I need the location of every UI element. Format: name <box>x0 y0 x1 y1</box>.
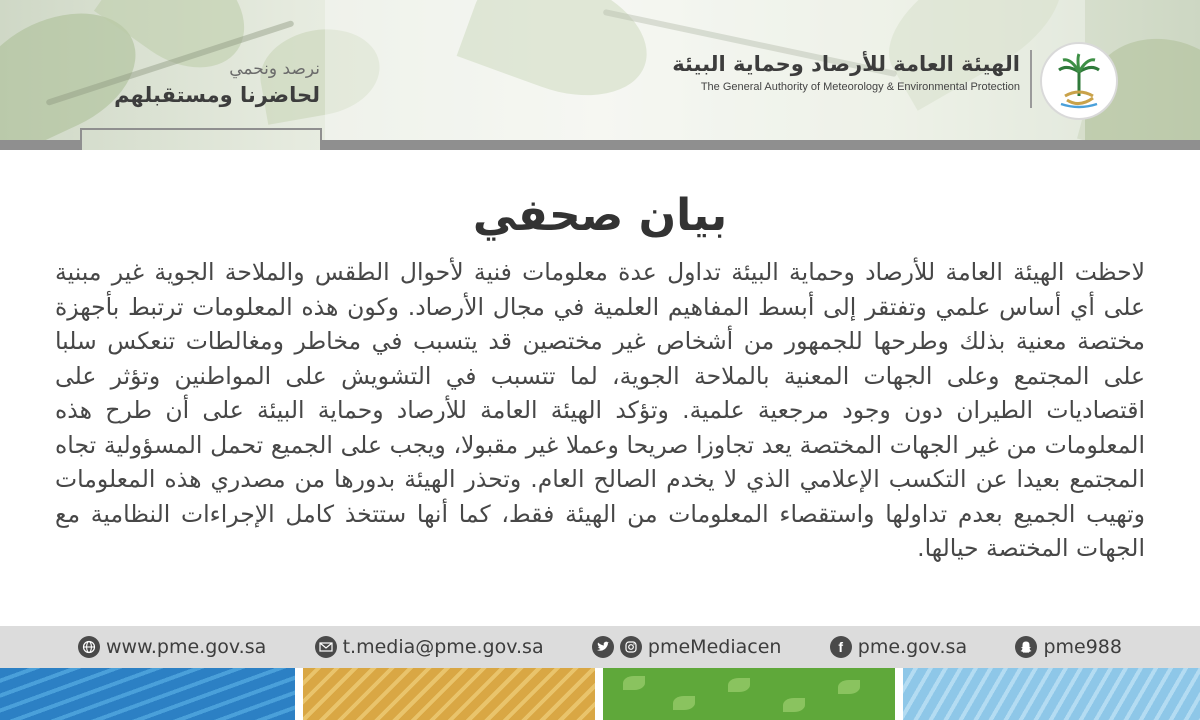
header-divider <box>322 140 1200 150</box>
email-contact[interactable] <box>315 636 544 658</box>
palm-emblem-logo <box>1040 42 1118 120</box>
instagram-icon <box>620 636 642 658</box>
leaf-shape <box>783 698 805 712</box>
slogan <box>60 58 320 110</box>
mail-icon <box>315 636 337 658</box>
slogan-big: لحاضرنا ومستقبلهم <box>114 83 320 107</box>
leaf-shape <box>728 678 750 692</box>
org-brand <box>672 50 1020 96</box>
org-name-ar: الهيئة العامة للأرصاد وحماية البيئة <box>672 52 1020 76</box>
email-link[interactable]: t.media@pme.gov.sa <box>342 636 544 658</box>
header-divider <box>0 140 80 150</box>
header-divider-notch <box>80 128 322 150</box>
globe-icon <box>78 636 100 658</box>
leaf-shape <box>673 696 695 710</box>
social-handle[interactable]: pmeMediacen <box>647 636 782 658</box>
website-contact[interactable] <box>78 636 266 658</box>
twitter-icon <box>592 636 614 658</box>
header-banner <box>0 0 1200 150</box>
phone-handle[interactable]: pme988 <box>1043 636 1122 658</box>
social-contact[interactable] <box>592 636 782 658</box>
website-link[interactable]: www.pme.gov.sa <box>106 636 267 658</box>
press-release-body: لاحظت الهيئة العامة للأرصاد وحماية البيئة تداول عدة معلومات فنية لأحوال الطقس والملاحة الجوية غير مبنية على أي أساس علمي وتفتقر إلى أبسط المفاهيم العلمية في مجال الأرصاد. وكون هذه المعلومات ترتبط بأجهزة مختصة معنية بذلك وطرحها للجمهور من أشخاص غير مختصين قد يتسبب في مخاطر ومغالطات تنعكس سلبا على المجتمع وعلى الجهات المعنية بالملاحة الجوية، لما تتسبب في التشويش على المواطنين وتؤثر على اقتصاديات الطيران دون وجود مرجعية علمية. وتؤكد الهيئة العامة للأرصاد وحماية البيئة على أن طرح هذه المعلومات من غير الجهات المختصة يعد تجاوزا صريحا وعملا غير مقبولا، ويجب على الجميع تحمل المسؤولية تجاه المجتمع بعيدا عن التكسب الإعلامي الذي لا يخدم الصالح العام. وتحذر الهيئة بدورها من مصدري هذه المعلومات وتهيب الجميع بعدم تداولها واستقصاء المعلومات من الهيئة فقط، كما أنها ستتخذ كامل الإجراءات النظامية مع الجهات المختصة حيالها. <box>55 258 1145 562</box>
slogan-small: نرصد ونحمي <box>229 59 320 79</box>
leaf-shape <box>838 680 860 694</box>
snapchat-icon <box>1015 636 1037 658</box>
brand-divider <box>1030 50 1032 108</box>
phone-contact[interactable] <box>1015 636 1122 658</box>
footer-contact-bar <box>0 626 1200 668</box>
leaf-shape <box>623 676 645 690</box>
page-title: بيان صحفي <box>472 190 728 241</box>
sky-pattern-strip <box>903 668 1200 720</box>
sand-pattern-strip <box>303 668 595 720</box>
leaf-pattern-strip <box>603 668 895 720</box>
org-name-en: The General Authority of Meteorology & Environmental Protection <box>700 81 1020 93</box>
water-pattern-strip <box>0 668 295 720</box>
facebook-link[interactable]: pme.gov.sa <box>857 636 968 658</box>
facebook-contact[interactable] <box>830 636 967 658</box>
facebook-icon: f <box>830 636 852 658</box>
